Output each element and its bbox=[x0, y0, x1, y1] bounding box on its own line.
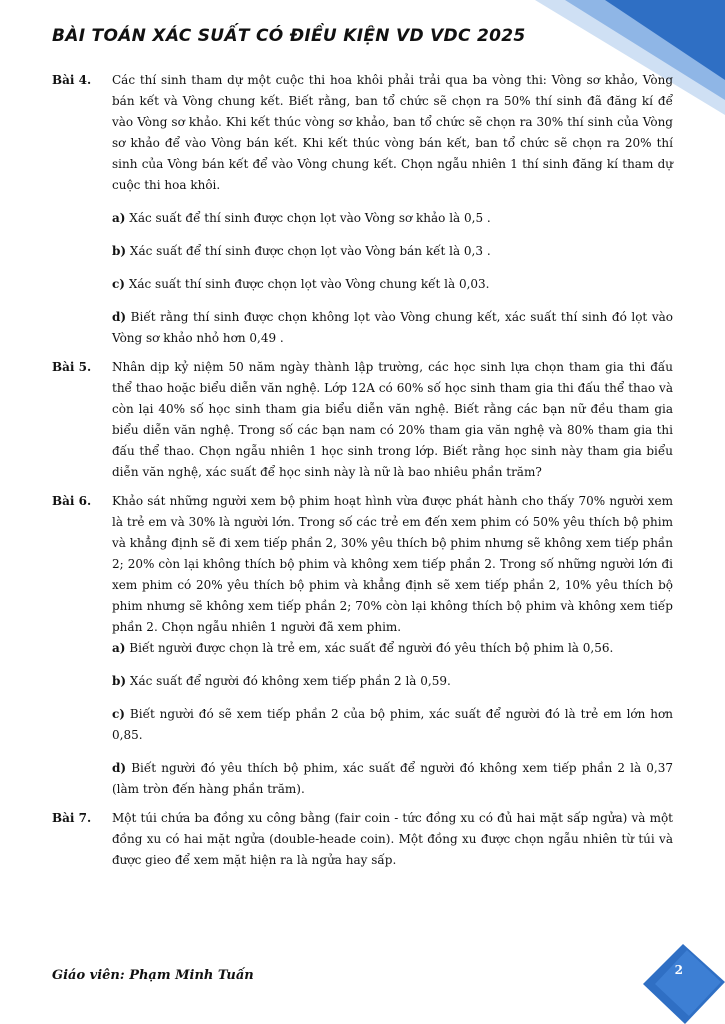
item-label: d) bbox=[112, 761, 127, 775]
problem-4 bbox=[52, 70, 673, 349]
item-label: b) bbox=[112, 674, 127, 688]
statement-c bbox=[112, 274, 673, 295]
item-text: Biết người đó yêu thích bộ phim, xác suất để người đó không xem tiếp phần 2 là 0,37 (làm tròn đến hàng phần trăm). bbox=[112, 761, 673, 796]
footer-teacher-name: Giáo viên: Phạm Minh Tuấn bbox=[52, 968, 254, 983]
problem-statement: Một túi chứa ba đồng xu công bằng (fair coin - tức đồng xu có đủ hai mặt sấp ngửa) và một đồng xu có hai mặt ngửa (double-heade coin). Một đồng xu được chọn ngẫu nhiên từ túi và được gieo để xem mặt hiện ra là ngửa hay sấp. bbox=[112, 811, 673, 867]
item-text: Biết người được chọn là trẻ em, xác suất để người đó yêu thích bộ phim là 0,56. bbox=[129, 641, 614, 655]
problem-7 bbox=[52, 808, 673, 871]
item-label: b) bbox=[112, 244, 127, 258]
document-body bbox=[52, 70, 673, 879]
item-text: Xác suất để người đó không xem tiếp phần 2 là 0,59. bbox=[129, 674, 451, 688]
page-header-title: BÀI TOÁN XÁC SUẤT CÓ ĐIỀU KIỆN VD VDC 2025 bbox=[52, 26, 526, 46]
item-label: d) bbox=[112, 310, 127, 324]
statement-b bbox=[112, 241, 673, 262]
item-text: Xác suất để thí sinh được chọn lọt vào Vòng bán kết là 0,3 . bbox=[129, 244, 491, 258]
statement-a bbox=[112, 208, 673, 229]
statement-d bbox=[112, 758, 673, 800]
problem-statement: Khảo sát những người xem bộ phim hoạt hình vừa được phát hành cho thấy 70% người xem là trẻ em và 30% là người lớn. Trong số các trẻ em đến xem phim có 50% yêu thích bộ phim và khẳng định sẽ đi xem tiếp phần 2, 30% yêu thích bộ phim nhưng sẽ không xem tiếp phần 2; 20% còn lại không thích bộ phim và không xem tiếp phần 2. Trong số những người lớn đi xem phim có 20% yêu thích bộ phim và khẳng định sẽ xem tiếp phần 2, 10% yêu thích bộ phim nhưng sẽ không xem tiếp phần 2; 70% còn lại không thích bộ phim và không xem tiếp phần 2. Chọn ngẫu nhiên 1 người đã xem phim. bbox=[112, 494, 673, 634]
item-text: Biết rằng thí sinh được chọn không lọt vào Vòng chung kết, xác suất thí sinh đó lọt vào Vòng sơ khảo nhỏ hơn 0,49 . bbox=[112, 310, 673, 345]
statement-a bbox=[112, 638, 673, 659]
problem-number: Bài 4. bbox=[52, 73, 92, 87]
item-label: c) bbox=[112, 707, 125, 721]
item-label: a) bbox=[112, 641, 126, 655]
item-text: Xác suất thí sinh được chọn lọt vào Vòng chung kết là 0,03. bbox=[128, 277, 490, 291]
problem-number: Bài 5. bbox=[52, 360, 92, 374]
problem-statement: Nhân dịp kỷ niệm 50 năm ngày thành lập trường, các học sinh lựa chọn tham gia thi đấu thể thao hoặc biểu diễn văn nghệ. Lớp 12A có 60% số học sinh tham gia thi đấu thể thao và còn lại 40% số học sinh tham gia biểu diễn văn nghệ. Biết rằng các bạn nữ đều tham gia biểu diễn văn nghệ. Trong số các bạn nam có 20% tham gia văn nghệ và 80% tham gia thi đấu thể thao. Chọn ngẫu nhiên 1 học sinh trong lớp. Biết rằng học sinh này tham gia biểu diễn văn nghệ, xác suất để học sinh này là nữ là bao nhiêu phần trăm? bbox=[112, 360, 673, 479]
page-number: 2 bbox=[674, 963, 683, 977]
problem-6 bbox=[52, 491, 673, 800]
problem-number: Bài 7. bbox=[52, 811, 92, 825]
statement-c bbox=[112, 704, 673, 746]
statement-b bbox=[112, 671, 673, 692]
item-label: a) bbox=[112, 211, 126, 225]
item-text: Biết người đó sẽ xem tiếp phần 2 của bộ phim, xác suất để người đó là trẻ em lớn hơn 0,85. bbox=[112, 707, 673, 742]
item-text: Xác suất để thí sinh được chọn lọt vào Vòng sơ khảo là 0,5 . bbox=[129, 211, 491, 225]
problem-number: Bài 6. bbox=[52, 494, 92, 508]
problem-5 bbox=[52, 357, 673, 483]
statement-d bbox=[112, 307, 673, 349]
item-label: c) bbox=[112, 277, 125, 291]
problem-statement: Các thí sinh tham dự một cuộc thi hoa khôi phải trải qua ba vòng thi: Vòng sơ khảo, Vòng bán kết và Vòng chung kết. Biết rằng, ban tổ chức sẽ chọn ra 50% thí sinh đã đăng kí để vào Vòng sơ khảo. Khi kết thúc vòng sơ khảo, ban tổ chức sẽ chọn ra 30% thí sinh của Vòng sơ khảo để vào Vòng bán kết. Khi kết thúc vòng bán kết, ban tổ chức sẽ chọn ra 20% thí sinh của Vòng bán kết để vào Vòng chung kết. Chọn ngẫu nhiên 1 thí sinh đăng kí tham dự cuộc thi hoa khôi. bbox=[112, 73, 673, 192]
page-number-badge bbox=[635, 944, 725, 1024]
